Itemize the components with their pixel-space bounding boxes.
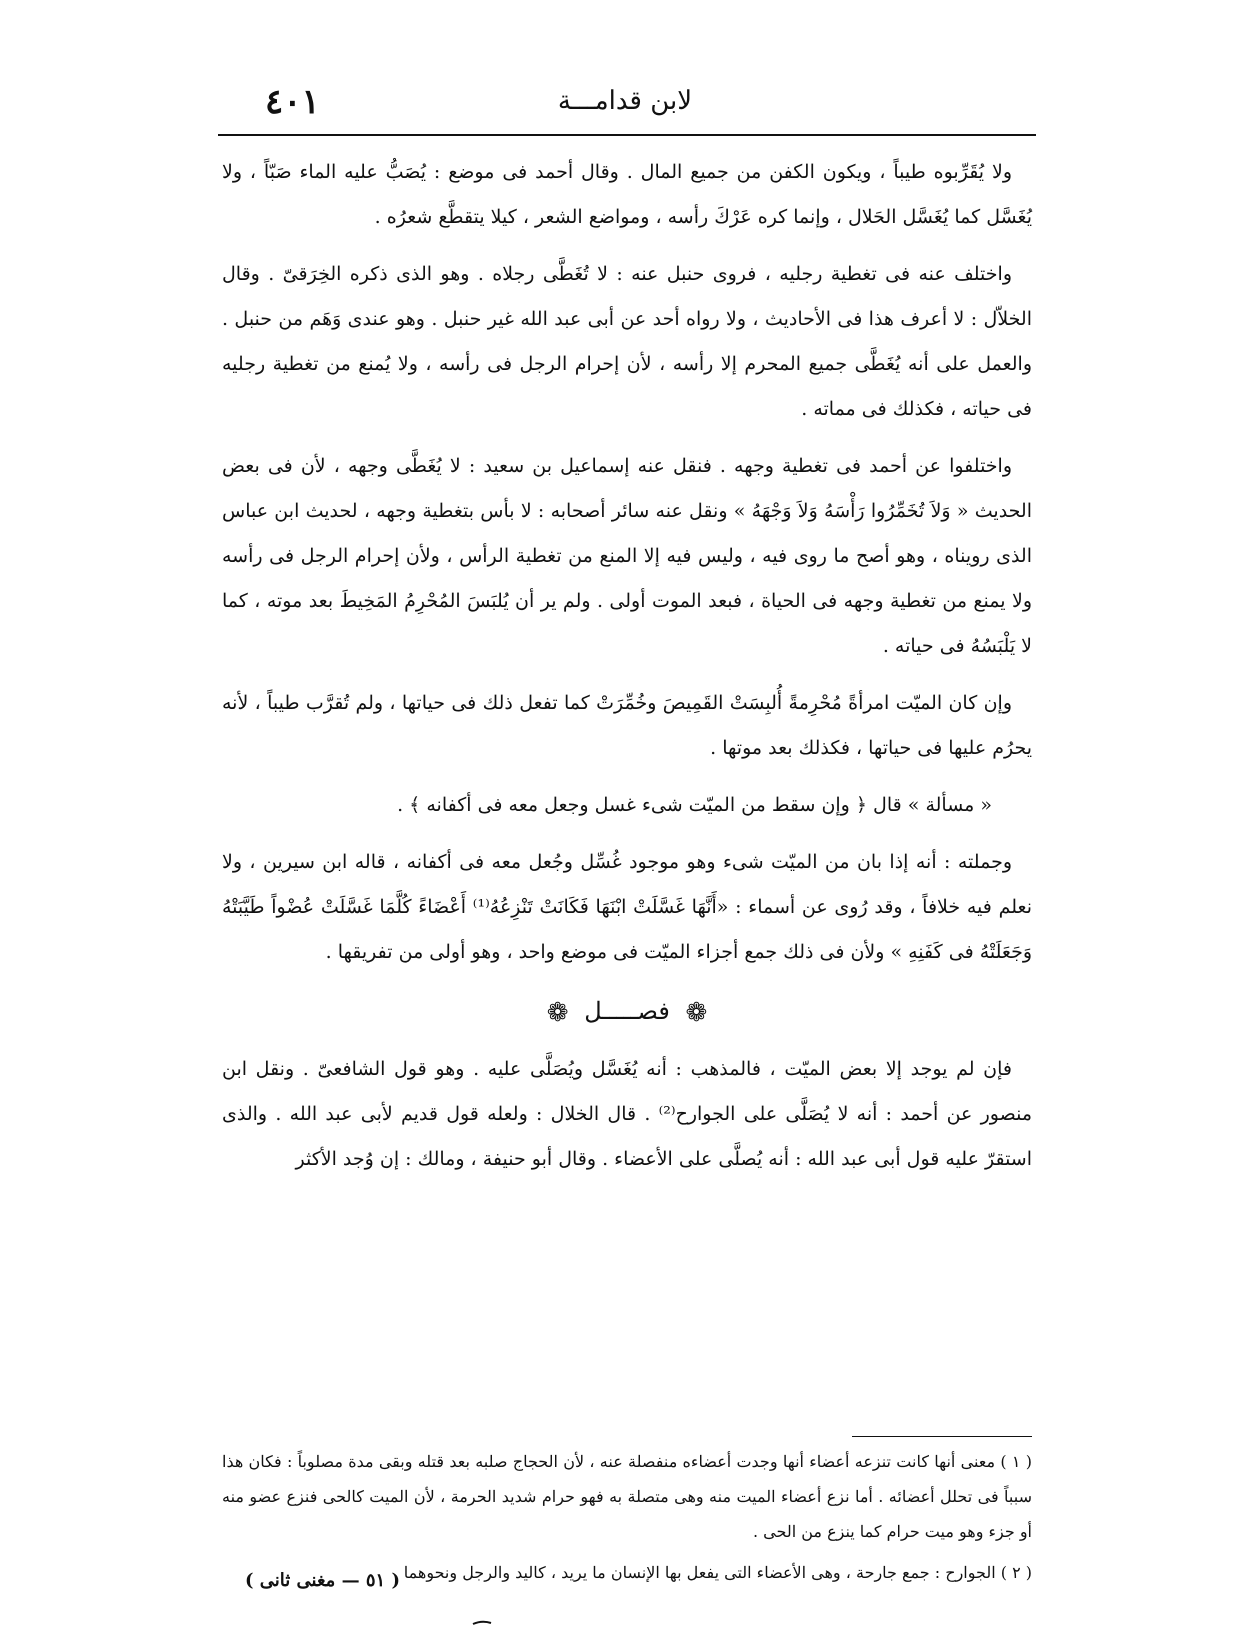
signature-mark: ( ٥١ — مغنى ثانى ) — [245, 1570, 400, 1591]
section-heading — [222, 991, 1032, 1033]
paragraph: واختلفوا عن أحمد فى تغطية وجهه . فنقل عنه إسماعيل بن سعيد : لا يُغَطَّى وجهه ، لأن فى بعض الحديث « وَلاَ تُخَمِّرُوا رَأْسَهُ وَلاَ وَجْهَهُ » ونقل عنه سائر أصحابه : لا بأس بتغطية وجهه ، لحديث ابن عباس الذى رويناه ، وهو أصح ما روى فيه ، وليس فيه إلا المنع من تغطية الرأس ، ولأن إحرام الرجل فى رأسه ولا يمنع من تغطية وجهه فى الحياة ، فبعد الموت أولى . ولم ير أن يُلبَسَ المُحْرِمُ المَخِيطَ بعد موته ، كما لا يَلْبَسُهُ فى حياته . — [222, 455, 1032, 657]
paragraph: ولا يُقَرِّبوه طيباً ، ويكون الكفن من جميع المال . وقال أحمد فى موضع : يُصَبُّ عليه الماء صَبّاً ، ولا يُغَسَّل كما يُغَسَّل الحَلال ، وإنما كره عَرْكَ رأسه ، ومواضع الشعر ، كيلا يتقطَّع شعرُه . — [222, 161, 1032, 228]
footnote: ( ٢ ) الجوارح : جمع جارحة ، وهى الأعضاء التى يفعل بها الإنسان ما يريد ، كاليد والرجل ونحوهما . — [393, 1563, 1032, 1582]
page-number: ٤٠١ — [265, 82, 320, 122]
issue-statement: « مسألة » قال ﴿ وإن سقط من الميّت شىء غسل وجعل معه فى أكفانه ﴾ . — [397, 794, 992, 816]
paragraph: وجملته : أنه إذا بان من الميّت شىء وهو موجود غُسِّل وجُعل معه فى أكفانه ، قاله ابن سيرين ، ولا نعلم فيه خلافاً ، وقد رُوى عن أسماء : «أَنَّهَا غَسَّلَتْ ابْنَهَا فَكَانَتْ تَنْزِعُهُ⁽¹⁾ أَعْضَاءً كُلَّمَا غَسَّلَتْ عُضْواً طَيَّبَتْهُ وَجَعَلَتْهُ فى كَفَنِهِ » ولأن فى ذلك جمع أجزاء الميّت فى موضع واحد ، وهو أولى من تفريقها . — [222, 851, 1032, 963]
main-text — [222, 150, 1032, 1182]
page-header — [215, 82, 1035, 130]
paragraph: فإن لم يوجد إلا بعض الميّت ، فالمذهب : أنه يُغَسَّل ويُصَلَّى عليه . وهو قول الشافعىّ . ونقل ابن منصور عن أحمد : أنه لا يُصَلَّى على الجوارح⁽²⁾ . قال الخلال : ولعله قول قديم لأبى عبد الله . والذى استقرّ عليه قول أبى عبد الله : أنه يُصلَّى على الأعضاء . وقال أبو حنيفة ، ومالك : إن وُجد الأكثر — [222, 1057, 1032, 1170]
header-rule — [218, 134, 1036, 136]
printer-mark-icon — [472, 1620, 492, 1626]
section-heading-label: فصـــــل — [584, 997, 670, 1025]
ornament-icon: ❁ — [546, 997, 569, 1028]
paragraph: وإن كان الميّت امرأةً مُحْرِمةً أُلبِسَتْ القَمِيصَ وخُمِّرَتْ كما تفعل ذلك فى حياتها ، ولم تُقرَّب طيباً ، لأنه يحرُم عليها فى حياتها ، فكذلك بعد موتها . — [222, 692, 1032, 759]
paragraph: واختلف عنه فى تغطية رجليه ، فروى حنبل عنه : لا تُغَطَّى رجلاه . وهو الذى ذكره الخِرَقىّ . وقال الخلاّل : لا أعرف هذا فى الأحاديث ، ولا رواه أحد عن أبى عبد الله غير حنبل . وهو عندى وَهَم من حنبل . والعمل على أنه يُغَطَّى جميع المحرم إلا رأسه ، لأن إحرام الرجل فى رأسه ، ولا يُمنع من تغطية رجليه فى حياته ، فكذلك فى مماته . — [222, 263, 1032, 420]
ornament-icon: ❁ — [685, 997, 708, 1028]
footnotes — [222, 1444, 1032, 1590]
running-head: لابن قدامـــة — [557, 86, 693, 116]
footnote: ( ١ ) معنى أنها كانت تنزعه أعضاء أنها وجدت أعضاءه منفصلة عنه ، لأن الحجاج صلبه بعد قتله وبقى مدة مصلوباً : فكان هذا سبباً فى تحلل أعضائه . أما نزع أعضاء الميت منه وهى متصلة به فهو حرام شديد الحرمة ، لأن الميت كالحى فنزع عضو منه أو جزء وهو ميت حرام كما ينزع من الحى . — [222, 1452, 1033, 1541]
footnote-rule — [852, 1436, 1032, 1437]
